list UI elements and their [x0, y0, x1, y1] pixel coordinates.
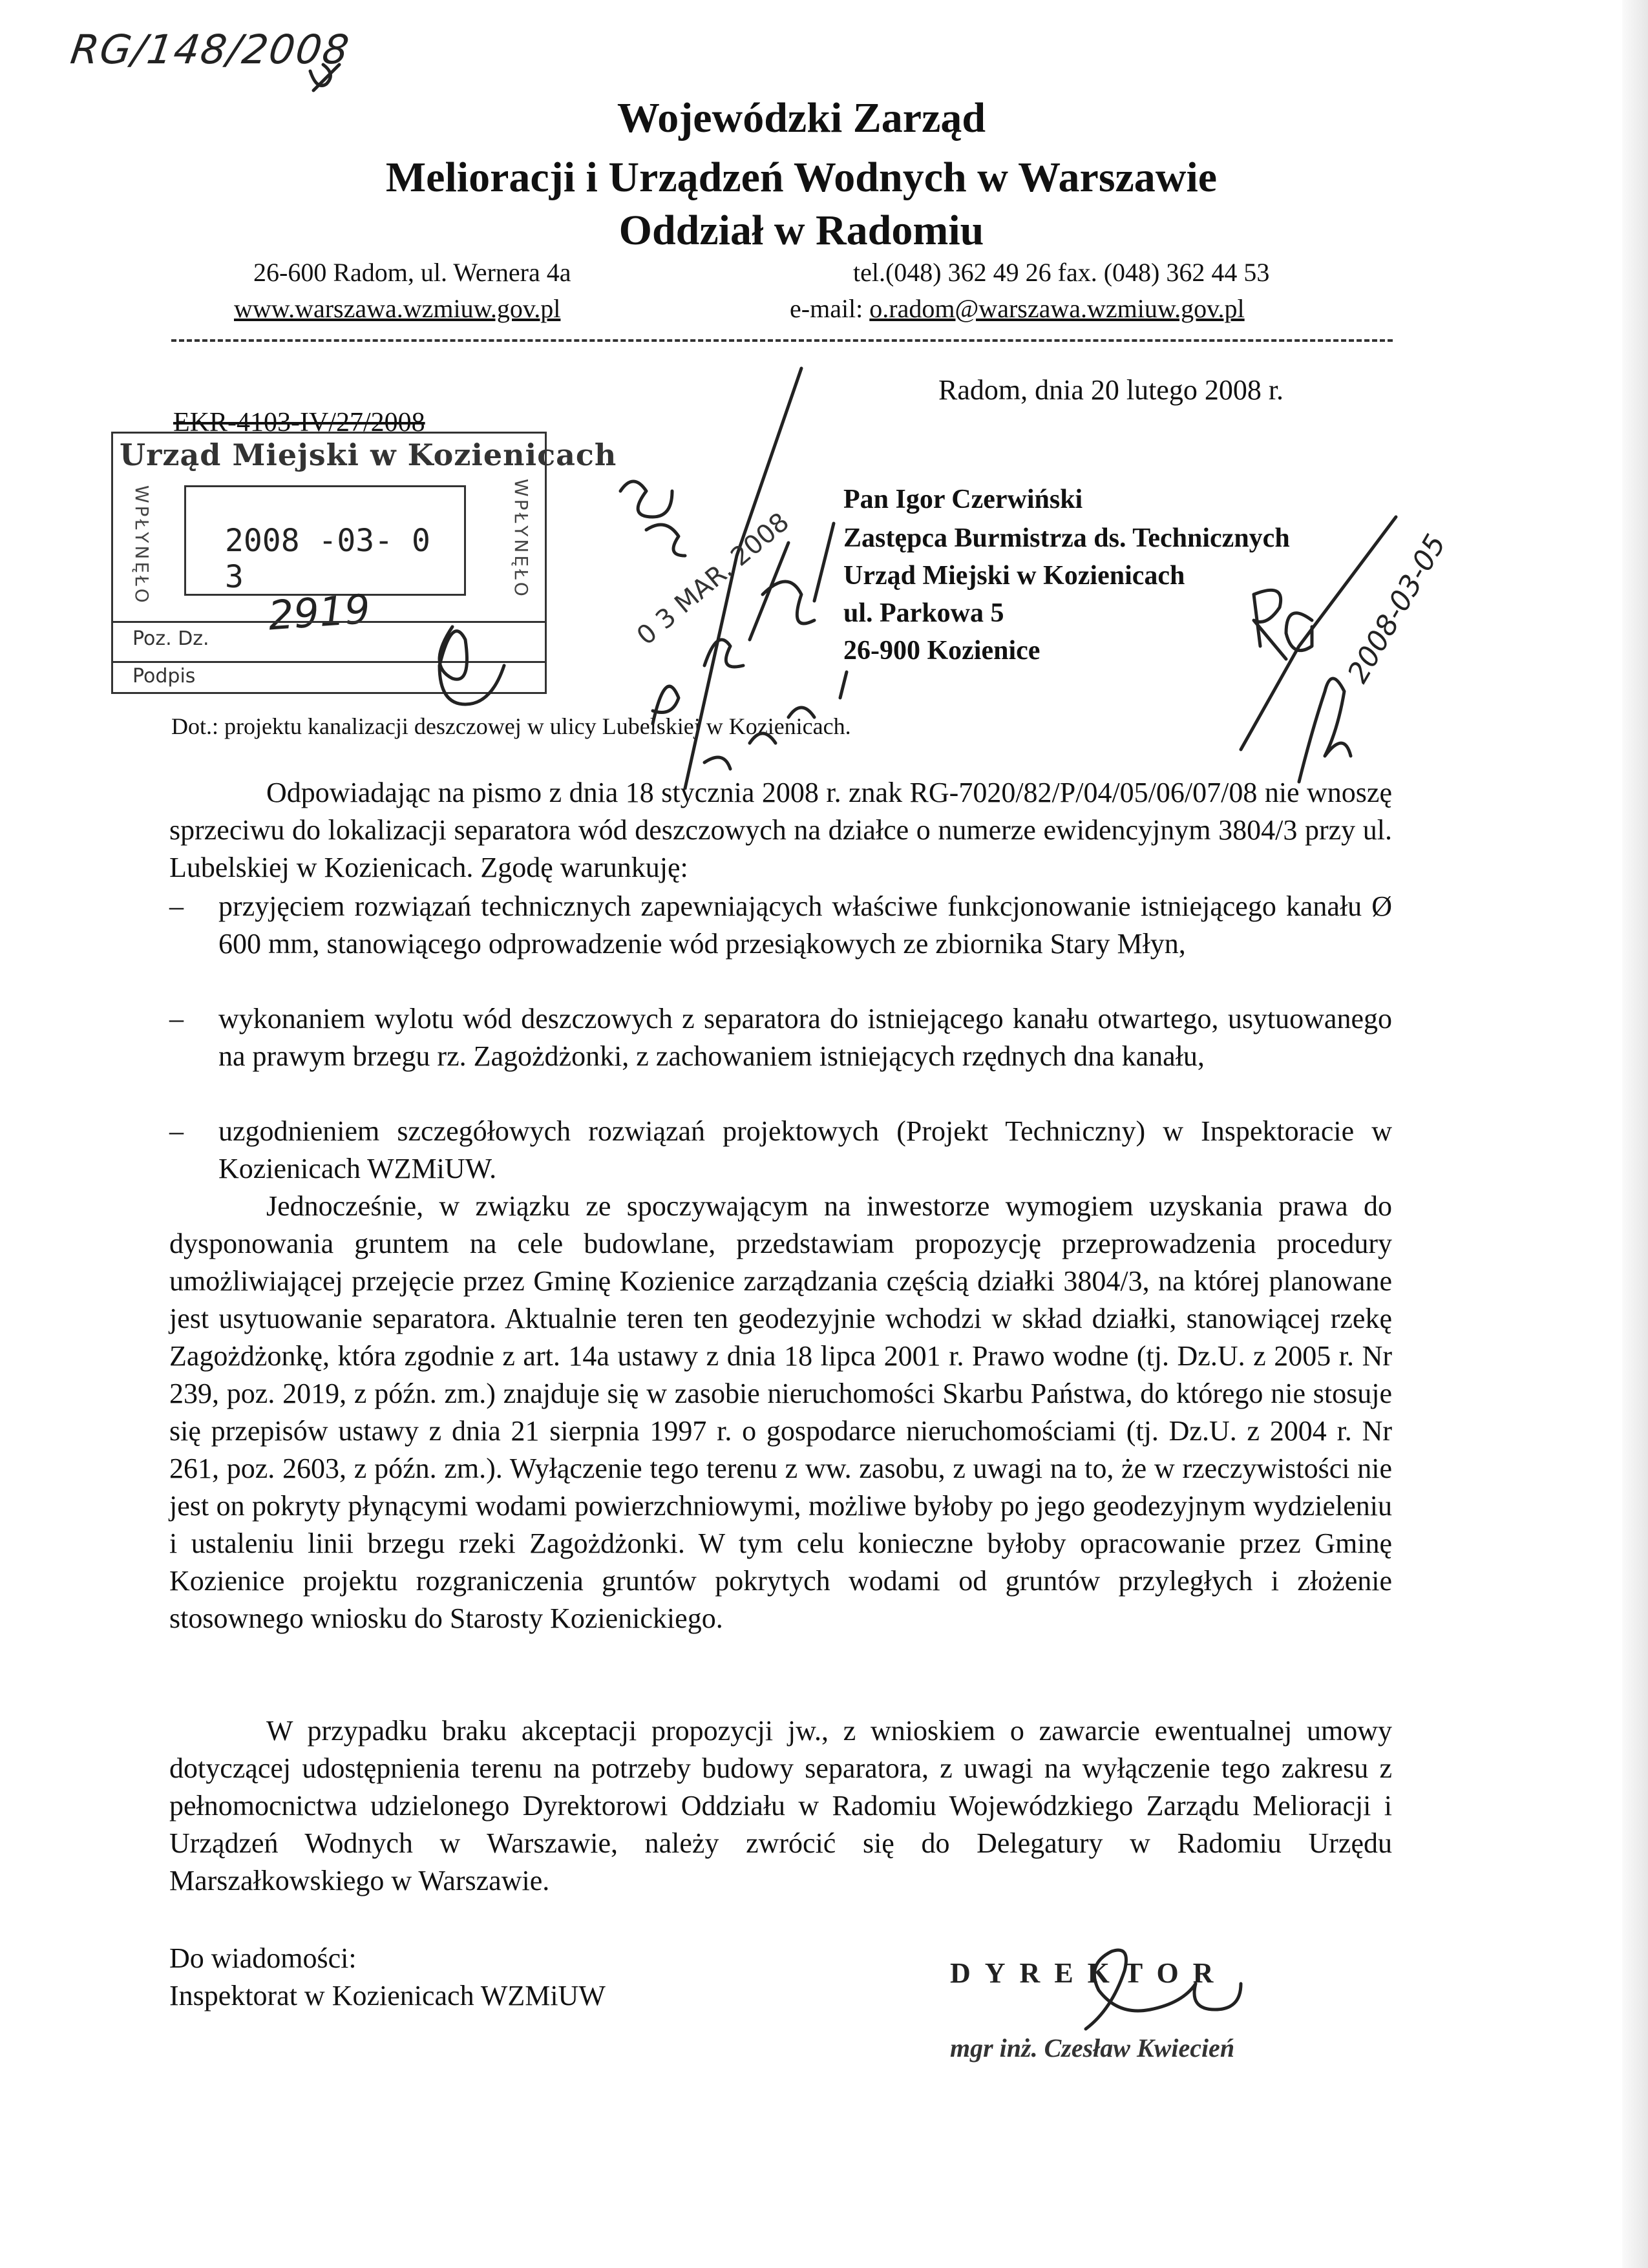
handwritten-case-reference: RG/148/2008	[67, 26, 354, 73]
stamp-date: 2008 -03- 0 3	[225, 523, 430, 595]
handwritten-date-right: 2008-03-05	[1341, 529, 1453, 689]
letter-subject: Dot.: projektu kanalizacji deszczowej w ulicy Lubelskiej w Kozienicach.	[171, 713, 851, 739]
org-address: 26-600 Radom, ul. Wernera 4a	[253, 258, 571, 287]
handwritten-signature-scribble	[620, 481, 685, 556]
signatory-title: DYREKTOR	[950, 1957, 1228, 1989]
handwritten-initials-rg	[1254, 590, 1312, 659]
body-paragraph-2	[169, 1188, 1392, 1637]
addressee-name: Pan Igor Czerwiński	[843, 485, 1083, 514]
intro-paragraph: Odpowiadając na pismo z dnia 18 stycznia 2008 r. znak RG-7020/82/P/04/05/06/07/08 nie wnoszę sprzeciwu do lokalizacji separatora wód deszczowych na działce o numerze ewidencyjnym 3804/3 przy ul. Lubelskiej w Kozienicach. Zgodę warunkuję:	[169, 777, 1392, 883]
org-name-line2: Melioracji i Urządzeń Wodnych w Warszawie	[385, 154, 1218, 201]
stamp-office-name: Urząd Miejski w Kozienicach	[120, 437, 617, 472]
place-and-date: Radom, dnia 20 lutego 2008 r.	[938, 374, 1284, 406]
email-link[interactable]: o.radom@warszawa.wzmiuw.gov.pl	[869, 294, 1245, 323]
header-divider	[171, 339, 1393, 342]
bullet-dash: –	[169, 1003, 184, 1034]
handwritten-right-signature	[1299, 678, 1351, 782]
handwritten-received-date: 0 3 MAR. 2008	[631, 507, 795, 651]
bullet-dash: –	[169, 1115, 184, 1147]
addressee-city: 26-900 Kozienice	[843, 636, 1041, 666]
stamp-date-box	[184, 485, 466, 596]
stamp-row-divider	[113, 661, 545, 663]
cc-recipient: Inspektorat w Kozienicach WZMiUW	[169, 1980, 606, 2011]
handwritten-signature-ptel	[653, 523, 834, 724]
email-label: e-mail:	[790, 294, 870, 323]
org-name-line3: Oddział w Radomiu	[618, 207, 984, 254]
body-paragraph-3	[169, 1712, 1392, 1900]
org-email	[790, 296, 1245, 322]
condition-text: przyjęciem rozwiązań technicznych zapewniających właściwe funkcjonowanie istniejącego kanału Ø 600 mm, stanowiącego odprowadzenie wód przesiąkowych ze zbiornika Stary Młyn,	[218, 890, 1392, 960]
addressee-office: Urząd Miejski w Kozienicach	[843, 561, 1185, 591]
body-intro	[169, 774, 1392, 887]
addressee-position: Zastępca Burmistrza ds. Technicznych	[843, 523, 1290, 553]
stamp-poz-label: Poz. Dz.	[132, 627, 209, 650]
receipt-stamp	[111, 432, 617, 694]
document-reference: EKR-4103-IV/27/2008	[173, 408, 425, 437]
stamp-signature-label: Podpis	[132, 665, 196, 688]
stamp-side-text-left: WPŁYNĘŁO	[131, 485, 153, 605]
stamp-entry-number: 2919	[266, 585, 372, 640]
bullet-dash: –	[169, 890, 184, 922]
condition-text: wykonaniem wylotu wód deszczowych z separatora do istniejącego kanału otwartego, usytuowanego na prawym brzegu rz. Zagożdżonki, z zachowaniem istniejących rzędnych dna kanału,	[218, 1003, 1392, 1072]
signatory-name: mgr inż. Czesław Kwiecień	[950, 2033, 1235, 2063]
org-phone-fax: tel.(048) 362 49 26 fax. (048) 362 44 53	[853, 258, 1270, 287]
org-name-line1: Wojewódzki Zarząd	[617, 94, 986, 142]
paragraph-text: W przypadku braku akceptacji propozycji jw., z wnioskiem o zawarcie ewentualnej umowy dotyczącej udostępnienia terenu na potrzeby budowy separatora, z uwagi na wyłączenie tego zakresu z pełnomocnictwa udzielonego Dyrektorowi Oddziału w Radomiu Wojewódzkiego Zarządu Melioracji i Urządzeń Wodnych w Warszawie, należy zwrócić się do Delegatury w Radomiu Urzędu Marszałkowskiego w Warszawie.	[169, 1715, 1392, 1896]
paragraph-text: Jednocześnie, w związku ze spoczywającym na inwestorze wymogiem uzyskania prawa do dysponowania gruntem na cele budowlane, przedstawiam propozycję przeprowadzenia procedury umożliwiającej przejęcie przez Gminę Kozienice zarządzania częścią działki 3804/3, na której planowane jest usytuowanie separatora. Aktualnie teren ten geodezyjnie wchodzi w skład działki, stanowiącej rzekę Zagożdżonkę, która zgodnie z art. 14a ustawy z dnia 18 lipca 2001 r. Prawo wodne (tj. Dz.U. z 2005 r. Nr 239, poz. 2019, z późn. zm.) znajduje się w zasobie nieruchomości Skarbu Państwa, do którego nie stosuje się przepisów ustawy z dnia 21 sierpnia 1997 r. o gospodarce nieruchomościami (tj. Dz.U. z 2004 r. Nr 261, poz. 2603, z późn. zm.). Wyłączenie tego terenu z ww. zasobu, z uwagi na to, że w rzeczywistości nie jest on pokryty płynącymi wodami powierzchniowymi, możliwe byłoby po jego geodezyjnym wydzieleniu i ustaleniu linii brzegu rzeki Zagożdżonki. W tym celu konieczne byłoby opracowanie przez Gminę Kozienice projektu rozgraniczenia gruntów pokrytych wodami od gruntów przyległych i złożenie stosownego wniosku do Starosty Kozienickiego.	[169, 1190, 1392, 1634]
condition-text: uzgodnieniem szczegółowych rozwiązań projektowych (Projekt Techniczny) w Inspektoracie w Kozienicach WZMiUW.	[218, 1115, 1392, 1184]
org-website-link[interactable]: www.warszawa.wzmiuw.gov.pl	[234, 294, 561, 323]
stamp-side-text-right: WPŁYNĘŁO	[511, 479, 532, 599]
stamp-row-divider	[113, 621, 545, 623]
scan-edge-shadow	[1622, 0, 1648, 2268]
addressee-street: ul. Parkowa 5	[843, 598, 1004, 628]
cc-label: Do wiadomości:	[169, 1942, 357, 1974]
